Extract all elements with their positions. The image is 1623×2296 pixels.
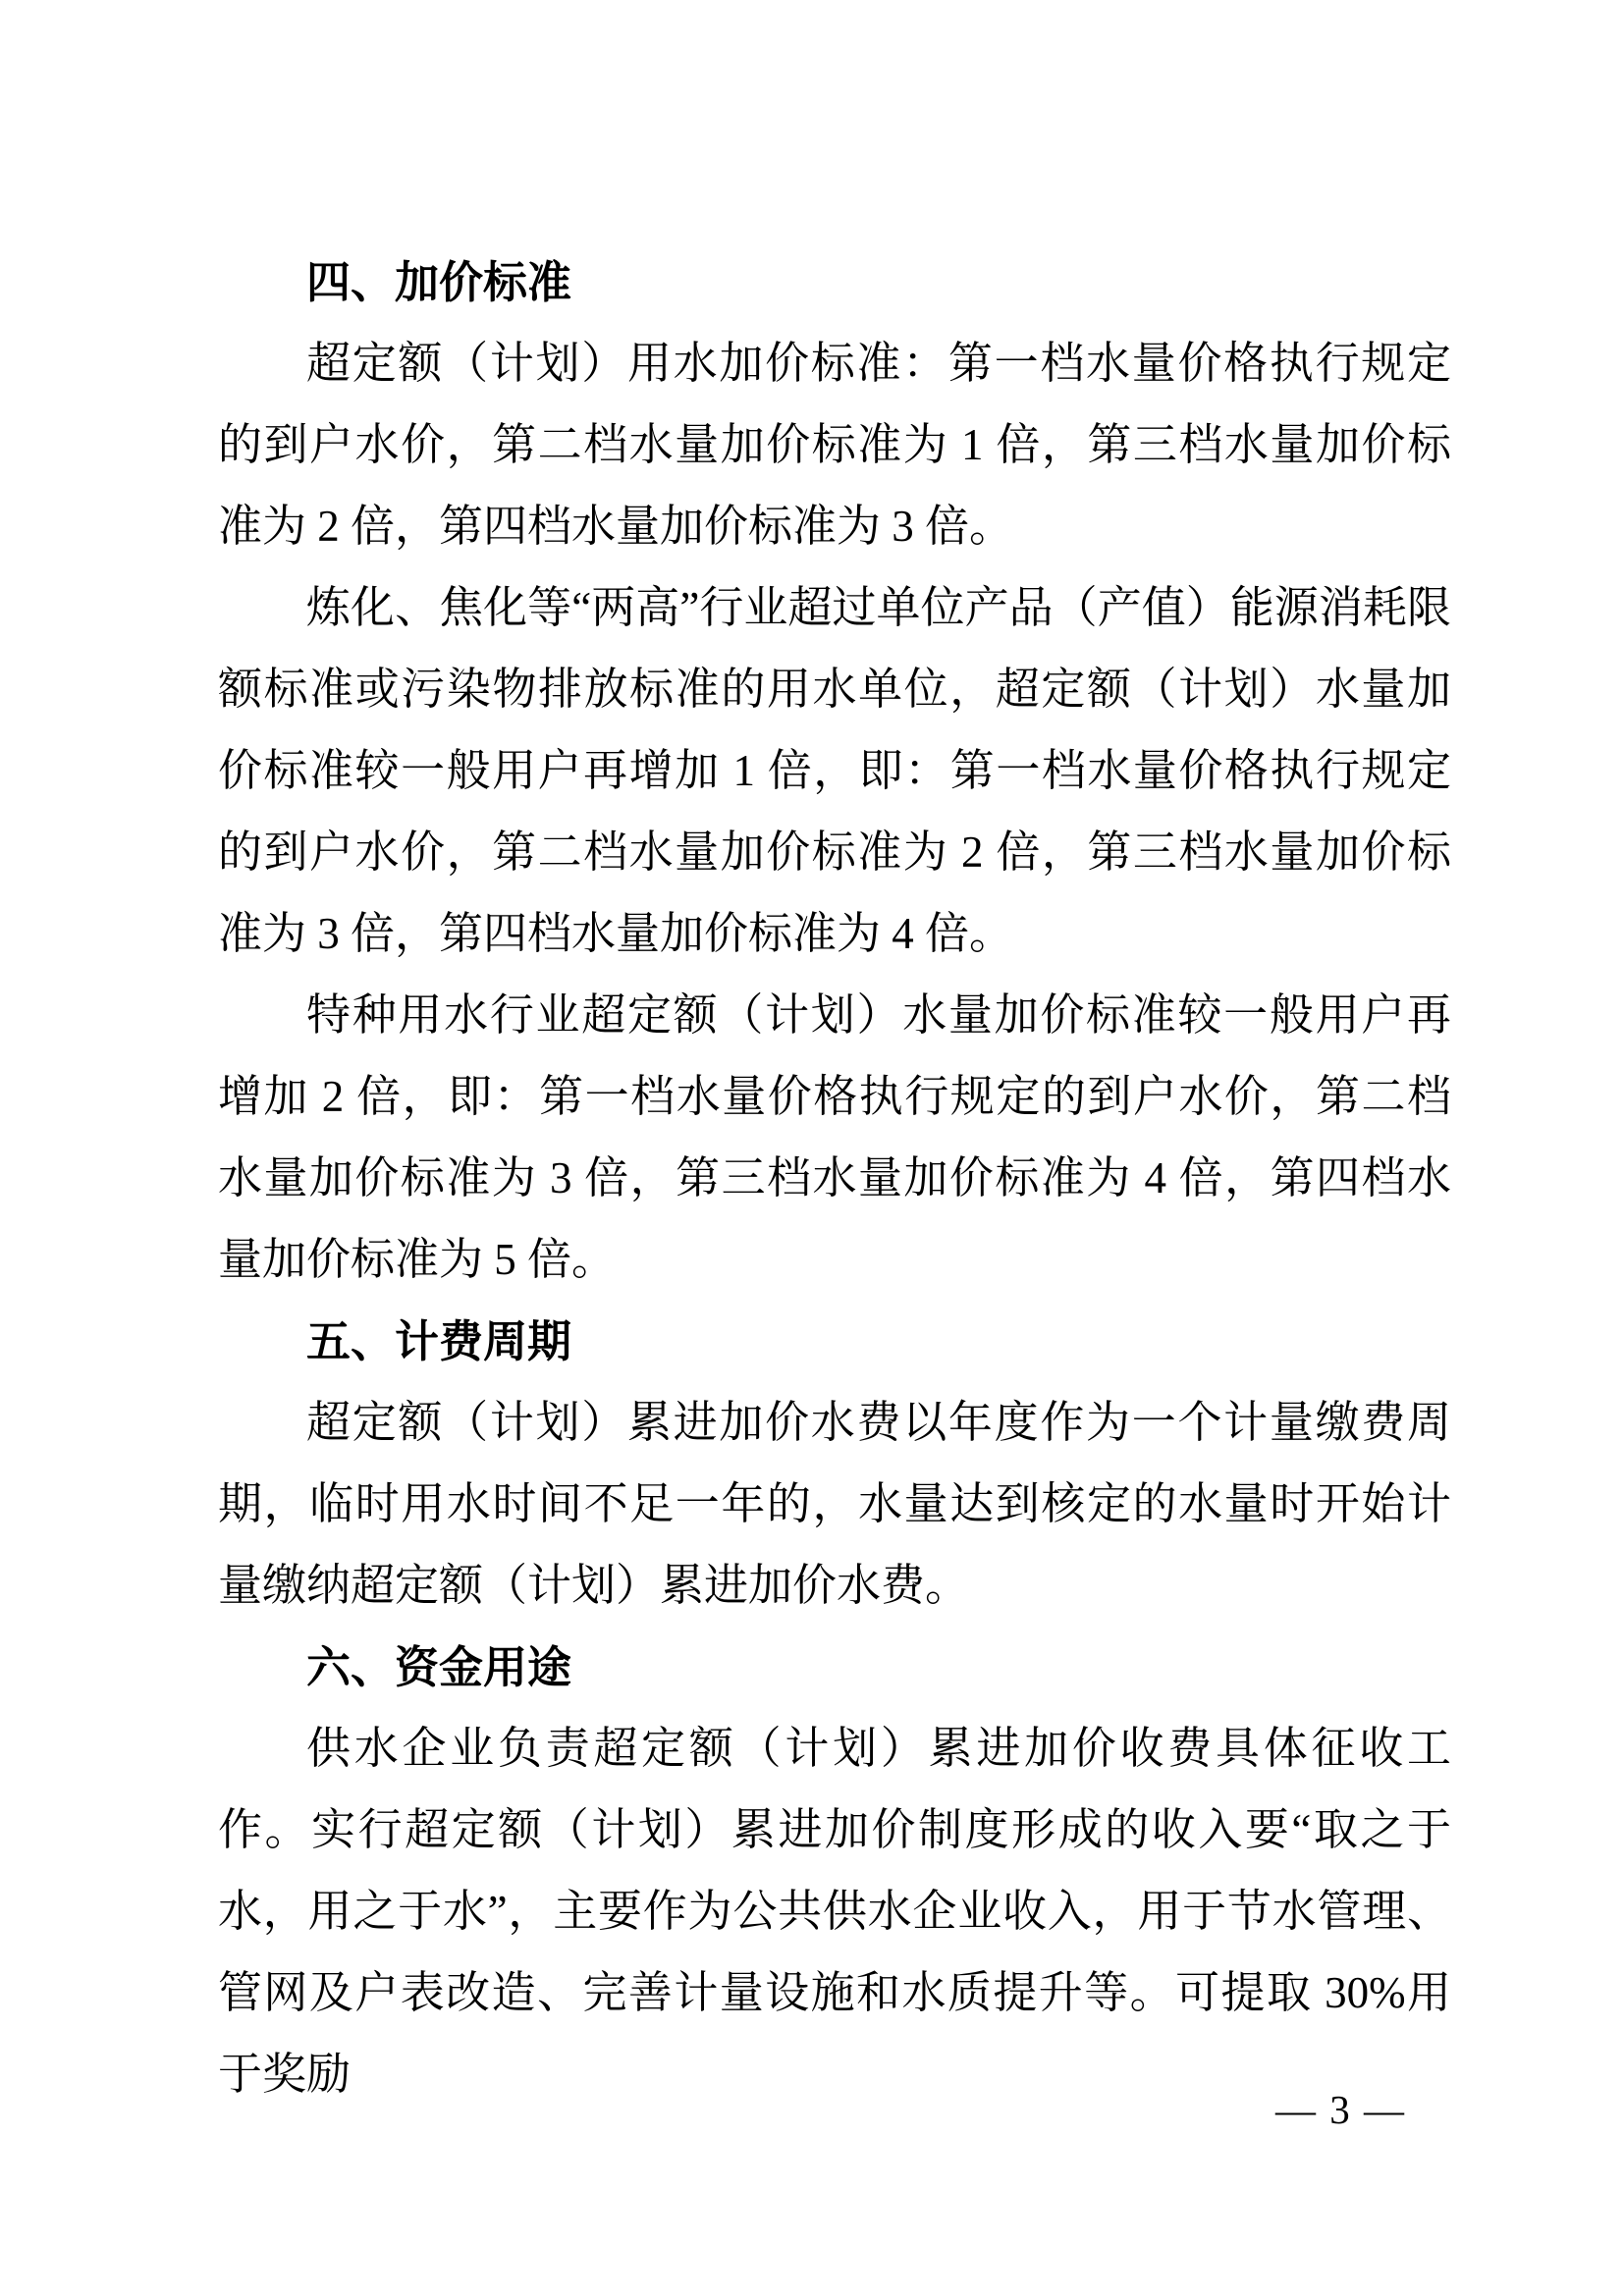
page-number: — 3 — [1275,2087,1406,2132]
paragraph-fund-usage: 供水企业负责超定额（计划）累进加价收费具体征收工作。实行超定额（计划）累进加价制度形成的收入要“取之于水，用之于水”，主要作为公共供水企业收入，用于节水管理、管网及户表改造、完善计量设施和水质提升等。可提取 30%用于奖励 [218,1724,1451,2099]
section-heading-fund-usage: 六、资金用途 [306,1642,572,1692]
paragraph-special-water-industries: 特种用水行业超定额（计划）水量加价标准较一般用户再增加 2 倍，即：第一档水量价格执行规定的到户水价，第二档水量加价标准为 3 倍，第三档水量加价标准为 4 倍，第四档水量加价标准为 5 倍。 [218,990,1451,1284]
paragraph-tiered-pricing-general: 超定额（计划）用水加价标准：第一档水量价格执行规定的到户水价，第二档水量加价标准为 1 倍，第三档水量加价标准为 2 倍，第四档水量加价标准为 3 倍。 [218,339,1451,551]
paragraph-high-consumption-industries: 炼化、焦化等“两高”行业超过单位产品（产值）能源消耗限额标准或污染物排放标准的用水单位，超定额（计划）水量加价标准较一般用户再增加 1 倍，即：第一档水量价格执行规定的到户水价，第二档水量加价标准为 2 倍，第三档水量加价标准为 3 倍，第四档水量加价标准为 4 倍。 [218,583,1451,958]
section-heading-billing-cycle: 五、计费周期 [306,1316,572,1366]
document-body [218,241,1451,2115]
paragraph-billing-cycle: 超定额（计划）累进加价水费以年度作为一个计量缴费周期，临时用水时间不足一年的，水量达到核定的水量时开始计量缴纳超定额（计划）累进加价水费。 [218,1398,1451,1610]
section-heading-pricing-standard: 四、加价标准 [306,257,572,307]
